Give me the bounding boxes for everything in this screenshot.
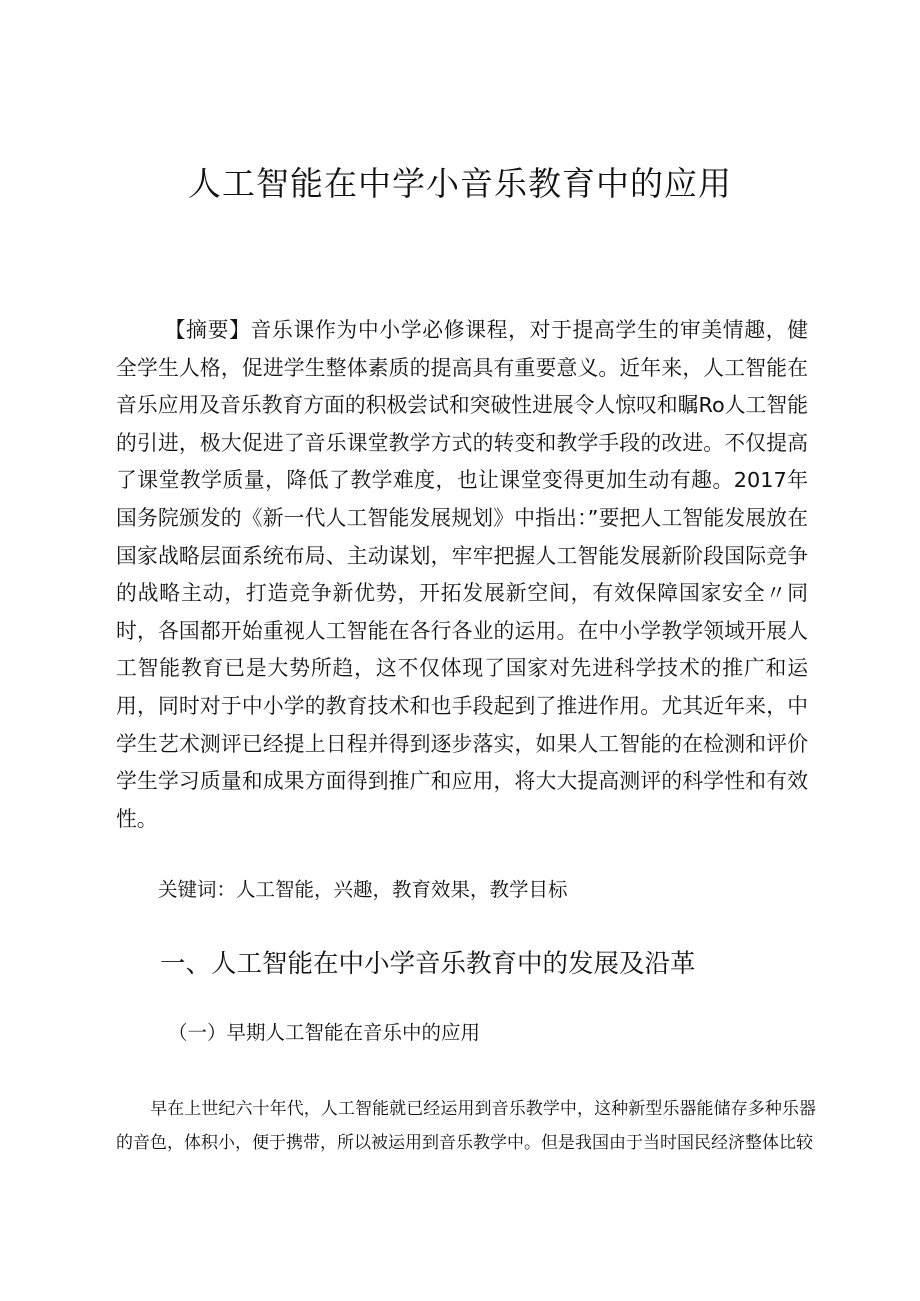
abstract-text: 音乐课作为中小学必修课程，对于提高学生的审美情趣，健全学生人格，促进学生整体素质的提高具有重要意义。近年来，人工智能在音乐应用及音乐教育方面的积极尝试和突破性进展令人惊叹和瞩Ro人工智能的引进，极大促进了音乐课堂教学方式的转变和教学手段的改进。不仅提高了课堂教学质量，降低了教学难度，也让课堂变得更加生动有趣。2017年国务院颁发的《新一代人工智能发展规划》中指出：”要把人工智能发展放在国家战略层面系统布局、主动谋划，牢牢把握人工智能发展新阶段国际竞争的战略主动，打造竞争新优势，开拓发展新空间，有效保障国家安全〃同时，各国都开始重视人工智能在各行各业的运用。在中小学教学领域开展人工智能教育已是大势所趋，这不仅体现了国家对先进科学技术的推广和运用，同时对于中小学的教育技术和也手段起到了推进作用。尤其近年来，中学生艺术测评已经提上日程并得到逐步落实，如果人工智能的在检测和评价学生学习质量和成果方面得到推广和应用，将大大提高测评的科学性和有效性。: [116, 318, 809, 831]
body-paragraph: [116, 1092, 816, 1160]
keywords-line: 关键词：人工智能，兴趣，教育效果，教学目标: [158, 878, 568, 901]
body-paragraph-text: 早在上世纪六十年代，人工智能就已经运用到音乐教学中，这种新型乐器能储存多种乐器的音色，体积小，便于携带，所以被运用到音乐教学中。但是我国由于当时国民经济整体比较: [116, 1099, 816, 1153]
document-title: 人工智能在中学小音乐教育中的应用: [188, 164, 732, 203]
subsection-heading: （一）早期人工智能在音乐中的应用: [168, 1021, 481, 1044]
abstract-label: 【摘要】: [164, 318, 251, 342]
abstract-paragraph: [116, 312, 808, 838]
section-heading: 一、人工智能在中小学音乐教育中的发展及沿革: [160, 949, 696, 979]
